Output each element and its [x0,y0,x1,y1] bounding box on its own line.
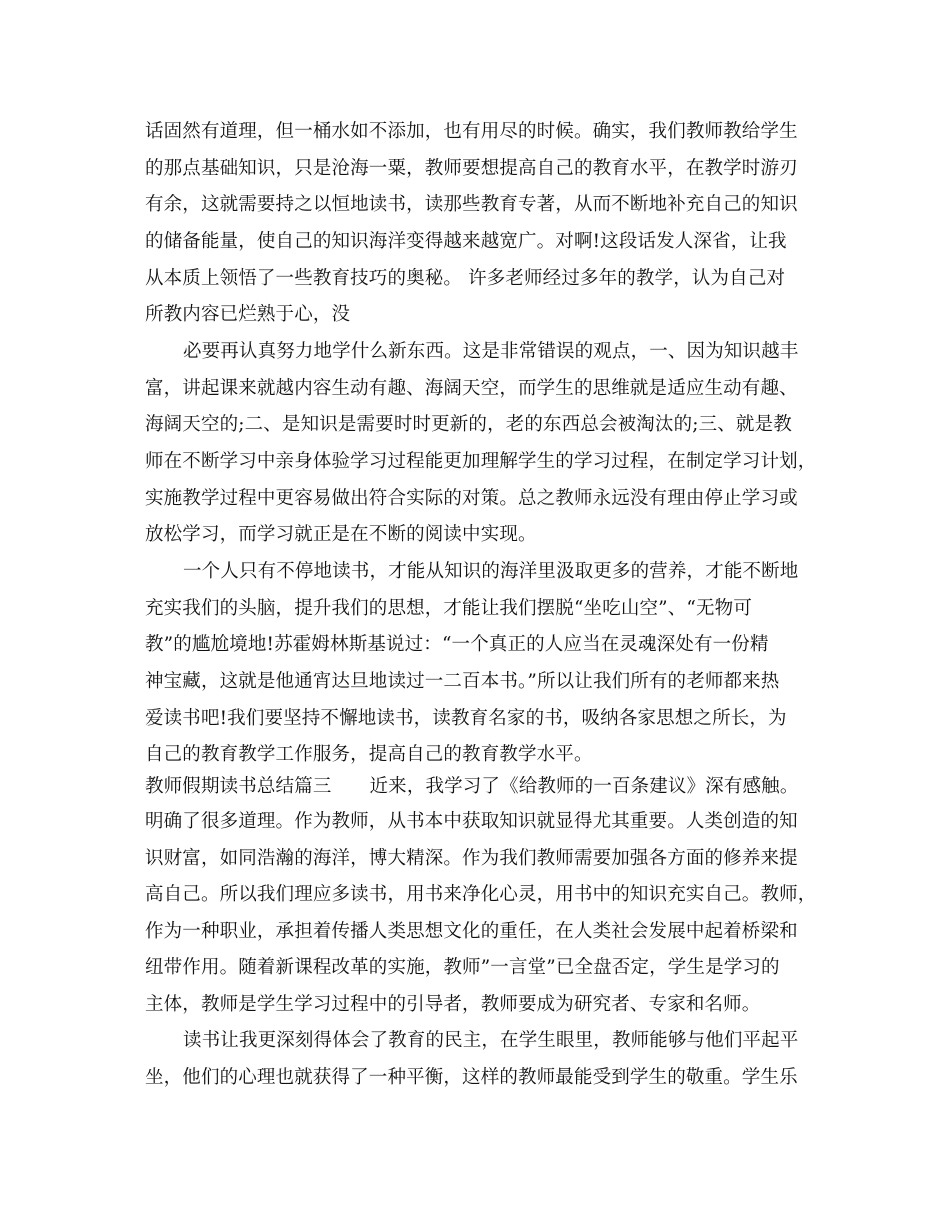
text-line: 富，讲起课来就越内容生动有趣、海阔天空，而学生的思维就是适应生动有趣、 [145,378,798,399]
text-line: 纽带作用。随着新课程改革的实施，教师”一言堂”已全盘否定，学生是学习的 [145,957,780,978]
text-line: 从本质上领悟了一些教育技巧的奥秘。 许多老师经过多年的教学，认为自己对 [145,268,786,289]
text-line: 话固然有道理，但一桶水如不添加，也有用尽的时候。确实，我们教师教给学生 [145,121,798,142]
text-line: 坐，他们的心理也就获得了一种平衡，这样的教师最能受到学生的敬重。学生乐 [145,1067,798,1088]
text-line: 作为一种职业，承担着传播人类思想文化的重任，在人类社会发展中起着桥梁和 [145,921,798,942]
text-line: 所教内容已烂熟于心，没 [145,304,351,325]
section-heading-line [145,776,798,798]
text-line: 教”的尴尬境地!苏霍姆林斯基说过：“一个真正的人应当在灵魂深处有一份精 [145,634,769,655]
text-line: 海阔天空的;二、是知识是需要时时更新的，老的东西总会被淘汰的;三、就是教 [145,414,792,435]
text-line: 主体，教师是学生学习过程中的引导者，教师要成为研究者、专家和名师。 [145,994,761,1015]
text-line: 师在不断学习中亲身体验学习过程能更加理解学生的学习过程，在制定学习计划， [145,451,817,472]
text-line: 放松学习，而学习就正是在不断的阅读中实现。 [145,524,537,545]
section-first-line: 近来，我学习了《给教师的一百条建议》深有感触。 [369,776,799,797]
text-line: 自己的教育教学工作服务，提高自己的教育教学水平。 [145,744,593,765]
text-line: 的那点基础知识，只是沧海一粟，教师要想提高自己的教育水平，在教学时游刃 [145,158,798,179]
text-line: 的储备能量，使自己的知识海洋变得越来越宽广。对啊!这段话发人深省，让我 [145,231,787,252]
section-title: 教师假期读书总结篇三 [145,776,332,797]
text-line: 神宝藏，这就是他通宵达旦地读过一二百本书。”所以让我们所有的老师都来热 [145,671,780,692]
text-line: 明确了很多道理。作为教师，从书本中获取知识就显得尤其重要。人类创造的知 [145,811,798,832]
text-line: 识财富，如同浩瀚的海洋，博大精深。作为我们教师需要加强各方面的修养来提 [145,848,798,869]
text-line: 充实我们的头脑，提升我们的思想，才能让我们摆脱“坐吃山空”、“无物可 [145,598,752,619]
paragraph-first-line: 读书让我更深刻得体会了教育的民主，在学生眼里，教师能够与他们平起平 [183,1030,799,1051]
text-line: 实施教学过程中更容易做出符合实际的对策。总之教师永远没有理由停止学习或 [145,488,798,509]
text-line: 有余，这就需要持之以恒地读书，读那些教育专著，从而不断地补充自己的知识 [145,194,798,215]
text-line: 爱读书吧!我们要坚持不懈地读书，读教育名家的书，吸纳各家思想之所长，为 [145,708,787,729]
paragraph-first-line: 必要再认真努力地学什么新东西。这是非常错误的观点，一、因为知识越丰 [183,341,799,362]
paragraph-first-line: 一个人只有不停地读书，才能从知识的海洋里汲取更多的营养，才能不断地 [183,561,799,582]
text-line: 高自己。所以我们理应多读书，用书来净化心灵，用书中的知识充实自己。教师， [145,884,817,905]
